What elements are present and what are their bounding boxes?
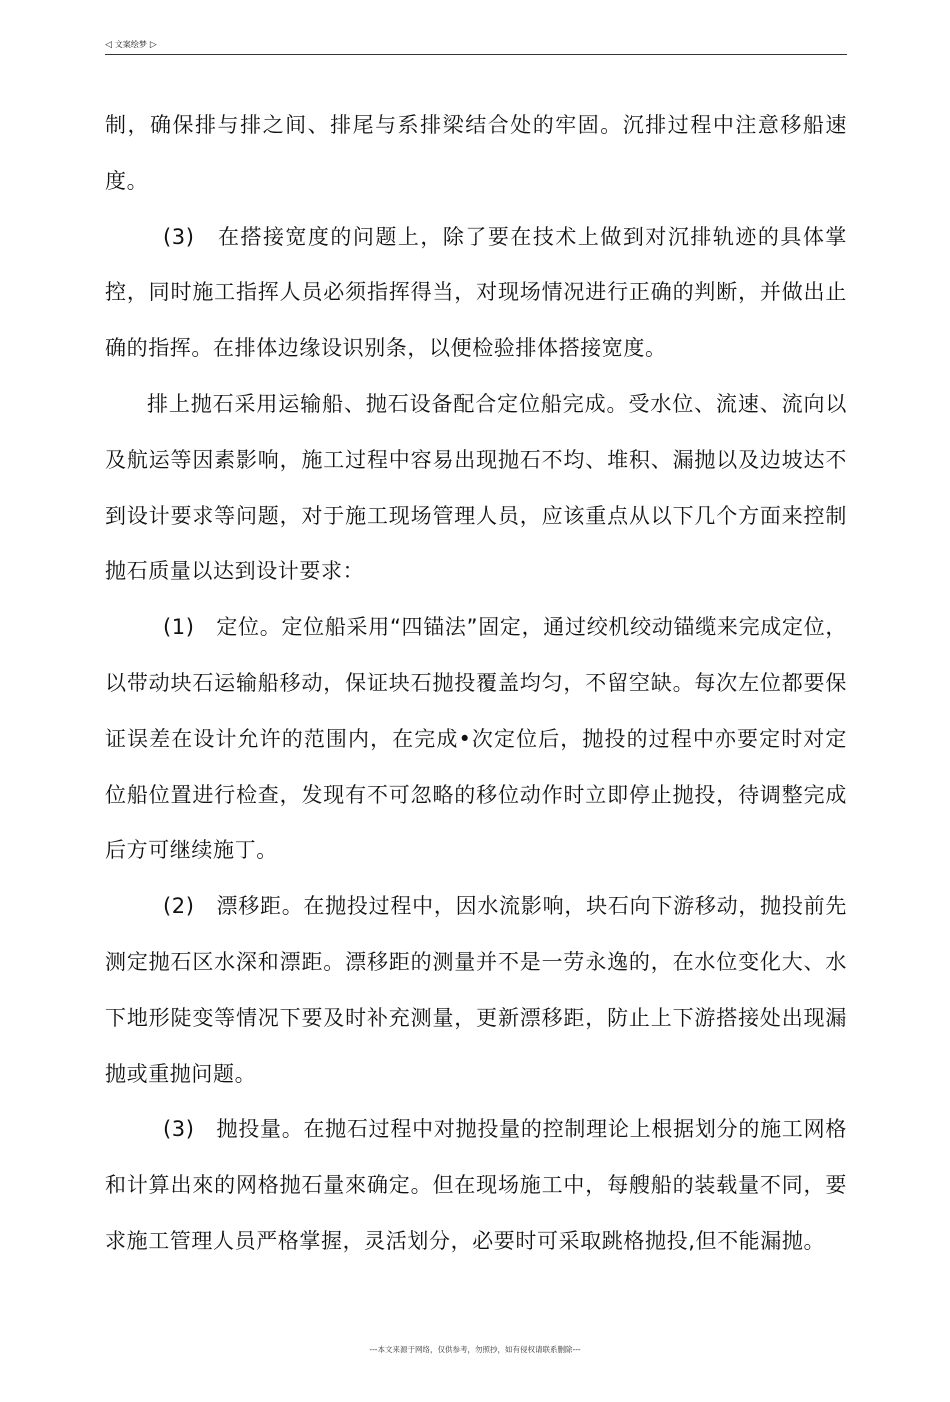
left-triangle-icon: ◁ — [105, 40, 112, 50]
paragraph-item-3-overlap: (3) 在搭接宽度的问题上，除了要在技术上做到对沉排轨迹的具体掌控，同时施工指挥人员必须指挥得当，对现场情况进行正确的判断，并做出止确的指挥。在排体边缘设识别条，以便检验排体搭接宽度。 — [105, 224, 847, 361]
right-triangle-icon: ▷ — [149, 40, 157, 50]
paragraph-item-3-quantity: (3) 抛投量。在抛石过程中对抛投量的控制理论上根据划分的施工网格和计算出來的网格抛石量來确定。但在现场施工中，每艘船的装载量不同，要求施工管理人员严格掌握，灵活划分，必要时可采取跳格抛投,但不能漏抛。 — [105, 1117, 847, 1253]
paragraph-continuation: 制，确保排与排之间、排尾与系排梁结合处的牢固。沉排过程中注意移船速度。 — [105, 113, 847, 193]
page-header — [105, 38, 847, 55]
paragraph-item-2-drift: (2) 漂移距。在抛投过程中，因水流影响，块石向下游移动，抛投前先测定抛石区水深和漂距。漂移距的测量并不是一劳永逸的，在水位变化大、水下地形陡变等情况下要及时补充测量，更新漂移距，防止上下游搭接处出现漏抛或重抛问题。 — [105, 894, 847, 1086]
page-footer-disclaimer: ---本文来源于网络，仅供参考，勿照抄，如有侵权请联系删除--- — [369, 1345, 581, 1354]
paragraph-item-1-positioning: (1) 定位。定位船采用“四锚法”固定，通过绞机绞动锚缆来完成定位，以带动块石运输船移动，保证块石抛投覆盖均匀，不留空缺。每次左位都要保证误差在设计允许的范围内，在完成•次定位后，抛投的过程中亦要定时对定位船位置进行检查，发现有不可忽略的移位动作时立即停止抛投，待调整完成后方可继续施丁。 — [105, 615, 847, 863]
document-body — [105, 98, 847, 1270]
header-title: 文案绘梦 — [114, 40, 147, 49]
paragraph-riprap-intro: 排上抛石采用运输船、抛石设备配合定位船完成。受水位、流速、流向以及航运等因素影响，施工过程中容易出现抛石不均、堆积、漏抛以及边坡达不到设计要求等问题，对于施工现场管理人员，应该重点从以下几个方面来控制抛石质量以达到设计要求： — [105, 391, 847, 584]
